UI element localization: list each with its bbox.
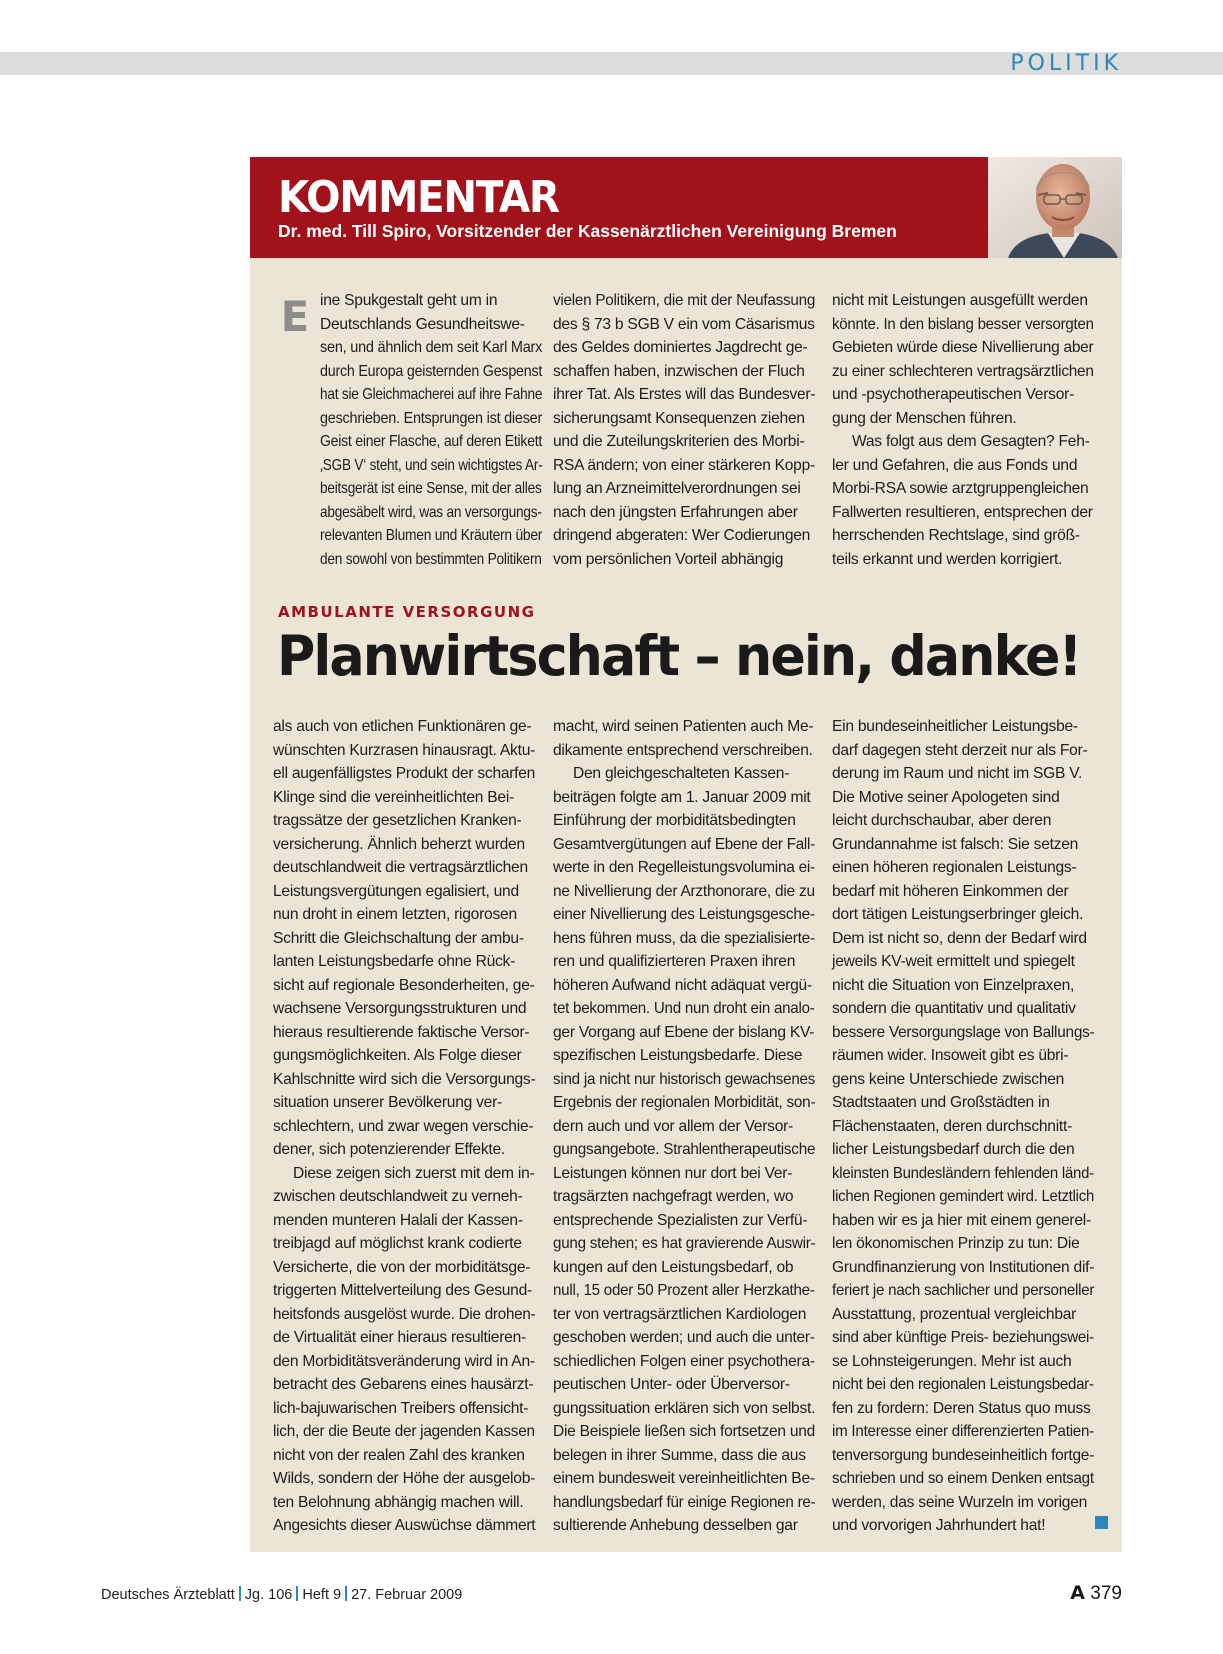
page-number (1070, 1581, 1122, 1606)
text-line: Die Motive seiner Apologeten sind (832, 788, 1060, 806)
text-line: gung stehen; es hat gravierende Auswir- (553, 1235, 816, 1252)
section-label: POLITIK (1010, 51, 1122, 76)
text-line: macht, wird seinen Patienten auch Me- (553, 718, 814, 735)
text-line: haben wir es ja hier mit einem generel- (832, 1211, 1091, 1229)
text-line: Versicherte, die von der morbiditätsge- (273, 1258, 531, 1276)
text-line: entsprechende Spezialisten zur Verfü- (553, 1211, 808, 1229)
text-line: nun droht in einem letzten, rigorosen (273, 906, 517, 923)
text-line: ten Belohnung abhängig machen will. (273, 1493, 524, 1511)
text-line: werte in den Regelleistungsvolumina ei- (553, 859, 815, 876)
bottom-column-3 (832, 715, 1106, 1538)
text-line: darf dagegen steht derzeit nur als For- (832, 741, 1088, 759)
text-line: sondern die quantitativ und qualitativ (832, 1000, 1076, 1017)
text-line: vielen Politikern, die mit der Neufassung (553, 292, 816, 309)
text-line: gens keine Unterschiede zwischen (832, 1070, 1065, 1088)
text-line: ‚SGB V‘ steht, und sein wichtigstes Ar- (320, 456, 543, 474)
text-line: Klinge sind die vereinheitlichten Bei- (273, 788, 515, 806)
text-line: im Interesse einer differenzierten Patien- (832, 1423, 1094, 1440)
text-line: sicherungsamt Konsequenzen ziehen (553, 409, 805, 427)
text-line: se Lohnsteigerungen. Mehr ist auch (832, 1352, 1072, 1370)
text-line: und vorvorigen Jahrhundert hat! (832, 1517, 1046, 1534)
text-line: könnte. In den bislang besser versorgten (832, 315, 1094, 333)
text-line: derung im Raum und nicht im SGB V. (832, 765, 1083, 782)
footer (101, 1585, 462, 1605)
text-line: wachsene Versorgungsstrukturen und (273, 1000, 527, 1017)
text-line: hieraus resultierende faktische Versor- (273, 1023, 530, 1041)
text-line: Deutschlands Gesundheitswe- (320, 315, 525, 333)
text-line: ihrer Tat. Als Erstes will das Bundesver- (553, 386, 816, 403)
bottom-column-2 (553, 715, 823, 1538)
text-line: schrieben und so einem Denken entsagt (832, 1470, 1094, 1487)
text-line: gungssituation erklären sich von selbst. (553, 1399, 816, 1417)
text-line: nicht von der realen Zahl des kranken (273, 1446, 525, 1464)
text-line: Leistungen können nur dort bei Ver- (553, 1164, 793, 1182)
text-line: kleinsten Bundesländern fehlenden länd- (832, 1164, 1094, 1182)
text-line: Wilds, sondern der Höhe der ausgelob- (273, 1470, 536, 1487)
text-line: handlungsbedarf für einige Regionen re- (553, 1493, 816, 1511)
text-line: Morbi-RSA sowie arztgruppengleichen (832, 480, 1089, 497)
text-line: geschoben werden; und auch die unter- (553, 1329, 815, 1346)
text-line: schiedlichen Folgen einer psychothera- (553, 1352, 815, 1370)
text-line: hens führen muss, da die spezialisierte- (553, 929, 815, 947)
text-line: versicherung. Ähnlich beherzt wurden (273, 835, 525, 853)
text-line: geschrieben. Entsprungen ist dieser (320, 409, 543, 427)
text-line: zwischen deutschlandweit zu verneh- (273, 1188, 523, 1205)
comment-header (250, 157, 988, 258)
text-line: sind ja nicht nur historisch gewachsenes (553, 1070, 816, 1088)
text-line: null, 15 oder 50 Prozent aller Herzkathe- (553, 1282, 815, 1299)
text-line: Was folgt aus dem Gesagten? Feh- (852, 433, 1090, 450)
text-line: und -psychotherapeutischen Versor- (832, 386, 1075, 403)
text-line: licher Leistungsbedarf durch die den (832, 1141, 1075, 1158)
text-line: schaffen haben, inzwischen der Fluch (553, 362, 805, 380)
text-line: heitsfonds ausgelöst wurde. Die drohen- (273, 1305, 536, 1323)
text-line: einen höheren regionalen Leistungs- (832, 859, 1077, 876)
text-line: ine Spukgestalt geht um in (320, 292, 498, 309)
text-line: Leistungsvergütungen egalisiert, und (273, 882, 519, 900)
text-line: Kahlschnitte wird sich die Versorgungs- (273, 1070, 536, 1088)
text-line: Flächenstaaten, deren durchschnitt- (832, 1117, 1073, 1135)
text-line: Fallwerten resultieren, entsprechen der (832, 503, 1093, 521)
text-line: durch Europa geisternden Gespenst (320, 362, 543, 380)
page-prefix: A (1070, 1582, 1086, 1604)
text-line: dener, sich potenzierender Effekte. (273, 1141, 505, 1158)
text-line: als auch von etlichen Funktionären ge- (273, 718, 532, 735)
footer-separator (239, 1586, 241, 1601)
text-line: ler und Gefahren, die aus Fonds und (832, 456, 1078, 474)
text-line: leicht durchschaubar, aber deren (832, 812, 1052, 829)
text-line: zu einer schlechteren vertragsärztlichen (832, 362, 1094, 380)
text-line: den sowohl von bestimmten Politikern (320, 550, 542, 568)
text-line: Gebieten würde diese Nivellierung aber (832, 339, 1094, 356)
text-line: des § 73 b SGB V ein vom Cäsarismus (553, 315, 815, 333)
text-line: relevanten Blumen und Kräutern über (320, 527, 543, 544)
journal-name: Deutsches Ärzteblatt (101, 1587, 235, 1603)
text-line: hat sie Gleichmacherei auf ihre Fahne (320, 386, 543, 403)
text-line: Grundannahme ist falsch: Sie setzen (832, 835, 1079, 853)
subhead: AMBULANTE VERSORGUNG (278, 603, 536, 621)
text-line: ter von vertragsärztlichen Kardiologen (553, 1305, 807, 1323)
kicker: KOMMENTAR (278, 172, 559, 223)
text-line: Geist einer Flasche, auf deren Etikett (320, 433, 543, 450)
text-line: werden, das seine Wurzeln im vorigen (832, 1493, 1088, 1511)
text-line: ell augenfälligstes Produkt der scharfen (273, 765, 536, 782)
author-portrait (988, 157, 1122, 258)
text-line: lich, der die Beute der jagenden Kassen (273, 1423, 535, 1440)
text-line: Ein bundeseinheitlicher Leistungsbe- (832, 718, 1078, 735)
text-line: sultierende Anhebung desselben gar (553, 1517, 798, 1534)
text-line: höheren Aufwand nicht adäquat vergü- (553, 976, 812, 994)
text-line: vom persönlichen Vorteil abhängig (553, 550, 784, 568)
text-line: tet bekommen. Und nun droht ein analo- (553, 1000, 815, 1017)
text-line: Den gleichgeschalteten Kassen- (573, 765, 790, 782)
footer-separator (345, 1586, 347, 1601)
text-line: Schritt die Gleichschaltung der ambu- (273, 929, 524, 947)
text-line: Ausstattung, prozentual vergleichbar (832, 1305, 1077, 1323)
portrait-image (988, 157, 1122, 258)
text-line: herrschenden Rechtslage, sind größ- (832, 527, 1080, 544)
byline: Dr. med. Till Spiro, Vorsitzender der Kassenärztlichen Vereinigung Bremen (278, 221, 897, 241)
text-line: Ergebnis der regionalen Morbidität, son- (553, 1094, 816, 1111)
text-line: belegen in ihrer Summe, dass die aus (553, 1446, 806, 1464)
text-line: spezifischen Leistungsbedarfe. Diese (553, 1047, 803, 1064)
text-line: nicht mit Leistungen ausgefüllt werden (832, 292, 1088, 309)
text-line: tragsärzten nachgefragt werden, wo (553, 1188, 794, 1205)
text-line: räumen wider. Insoweit gibt es übri- (832, 1047, 1069, 1064)
text-line: und die Zuteilungskriterien des Morbi- (553, 433, 805, 450)
headline: Planwirtschaft – nein, danke! (277, 624, 1081, 688)
text-line: kungen auf den Leistungsbedarf, ob (553, 1258, 794, 1276)
drop-cap (278, 300, 312, 334)
text-line: lanten Leistungsbedarfe ohne Rück- (273, 953, 516, 970)
page-number-value: 379 (1090, 1583, 1122, 1604)
top-column-3 (832, 289, 1104, 571)
text-line: nicht die Situation von Einzelpraxen, (832, 976, 1075, 994)
text-line: einer Nivellierung des Leistungsgesche- (553, 906, 815, 923)
text-line: Dem ist nicht so, denn der Bedarf wird (832, 929, 1087, 947)
text-line: bessere Versorgungslage von Ballungs- (832, 1023, 1095, 1041)
text-line: fen zu fordern: Deren Status quo muss (832, 1399, 1091, 1417)
text-line: lichen Regionen gemindert wird. Letztlich (832, 1188, 1095, 1205)
text-line: beitsgerät ist eine Sense, mit der alles (320, 480, 542, 497)
text-line: gung der Menschen führen. (832, 409, 1017, 427)
text-line: einem bundesweit vereinheitlichten Be- (553, 1470, 815, 1487)
text-line: Stadtstaaten und Großstädten in (832, 1094, 1050, 1111)
text-line: dern auch und vor allem der Versor- (553, 1117, 794, 1135)
text-line: ne Nivellierung der Arzthonorare, die zu (553, 882, 815, 900)
text-line: gungsangebote. Strahlentherapeutische (553, 1141, 816, 1158)
text-line: peutischen Unter- oder Überversor- (553, 1376, 790, 1393)
svg-text:E: E (280, 300, 310, 334)
bottom-column-1 (273, 715, 542, 1538)
text-line: abgesäbelt wird, was an versorgungs- (320, 503, 542, 521)
text-line: teils erkannt und werden korrigiert. (832, 550, 1063, 568)
text-line: RSA ändern; von einer stärkeren Kopp- (553, 456, 815, 474)
text-line: triggerten Mittelverteilung des Gesund- (273, 1282, 532, 1299)
issue: Heft 9 (302, 1587, 342, 1603)
end-mark-icon (1095, 1516, 1108, 1529)
text-line: sicht auf regionale Besonderheiten, ge- (273, 976, 535, 994)
text-line: tragssätze der gesetzlichen Kranken- (273, 812, 522, 829)
text-line: tenversorgung bundeseinheitlich fortge- (832, 1446, 1095, 1464)
text-line: de Virtualität einer hieraus resultieren- (273, 1329, 526, 1346)
text-line: Angesichts dieser Auswüchse dämmert (273, 1517, 536, 1534)
text-line: nicht bei den regionalen Leistungsbedar- (832, 1376, 1094, 1393)
text-line: ren und qualifizierteren Praxen ihren (553, 953, 796, 970)
text-line: situation unserer Bevölkerung ver- (273, 1094, 502, 1111)
volume: Jg. 106 (244, 1587, 293, 1603)
text-line: Einführung der morbiditätsbedingten (553, 812, 796, 829)
text-line: schlechtern, und zwar wegen verschie- (273, 1117, 534, 1135)
text-line: Die Beispiele ließen sich fortsetzen und (553, 1423, 815, 1440)
text-line: sen, und ähnlich dem seit Karl Marx (320, 339, 543, 356)
text-line: dringend abgeraten: Wer Codierungen (553, 527, 811, 544)
text-line: menden munteren Halali der Kassen- (273, 1211, 523, 1229)
top-column-1 (320, 289, 575, 571)
text-line: sind aber künftige Preis- beziehungswei- (832, 1329, 1094, 1346)
text-line: treibjagd auf möglichst krank codierte (273, 1235, 522, 1252)
text-line: dikamente entsprechend verschreiben. (553, 741, 813, 759)
text-line: betracht des Gebarens eines hausärzt- (273, 1376, 534, 1393)
top-column-2 (553, 289, 821, 571)
text-line: ger Vorgang auf Ebene der bislang KV- (553, 1023, 815, 1041)
text-line: deutschlandweit die vertragsärztlichen (273, 859, 528, 876)
date: 27. Februar 2009 (351, 1587, 463, 1603)
text-line: Gesamtvergütungen auf Ebene der Fall- (553, 835, 816, 853)
text-line: wünschten Kurzrasen hinausragt. Aktu- (273, 741, 536, 759)
text-line: beiträgen folgte am 1. Januar 2009 mit (553, 788, 811, 806)
text-line: des Geldes dominiertes Jagdrecht ge- (553, 339, 808, 356)
text-line: Grundfinanzierung von Institutionen dif- (832, 1258, 1095, 1276)
text-line: gungsmöglichkeiten. Als Folge dieser (273, 1047, 522, 1064)
text-line: Diese zeigen sich zuerst mit dem in- (293, 1164, 535, 1182)
text-line: jeweils KV-weit ermittelt und spiegelt (832, 953, 1075, 970)
text-line: lich-bajuwarischen Treibers offensicht- (273, 1399, 529, 1417)
text-line: nach den jüngsten Erfahrungen aber (553, 503, 798, 521)
text-line: len ökonomischen Prinzip zu tun: Die (832, 1235, 1080, 1252)
text-line: feriert je nach sachlicher und personeller (832, 1282, 1095, 1299)
text-line: den Morbiditätsveränderung wird in An- (273, 1352, 535, 1370)
text-line: dort tätigen Leistungserbringer gleich. (832, 906, 1084, 923)
text-line: bedarf mit höheren Einkommen der (832, 882, 1069, 900)
text-line: lung an Arzneimittelverordnungen sei (553, 480, 801, 497)
footer-separator (296, 1586, 298, 1601)
